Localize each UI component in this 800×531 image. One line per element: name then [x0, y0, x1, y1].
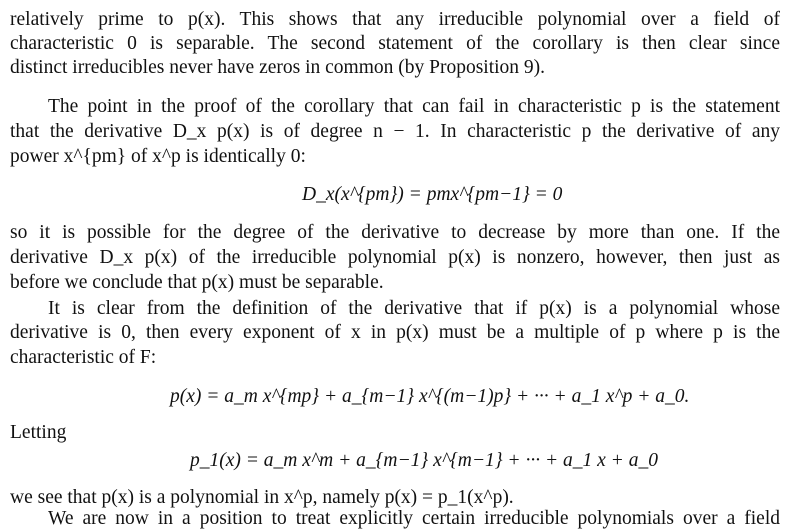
paragraph-5-line-1: Letting — [10, 422, 67, 443]
paragraph-1-line-2: characteristic 0 is separable. The second statement of the corollary is then clear since — [10, 33, 780, 54]
paragraph-2-line-3: power x^{pm} of x^p is identically 0: — [10, 146, 306, 167]
paragraph-4-line-2: derivative is 0, then every exponent of x in p(x) must be a multiple of p where p is the — [10, 322, 780, 343]
paragraph-1-line-3: distinct irreducibles never have zeros in common (by Proposition 9). — [10, 57, 546, 78]
paragraph-6-line-1: we see that p(x) is a polynomial in x^p, namely p(x) = p_1(x^p). — [10, 487, 514, 508]
paragraph-4-line-3: characteristic of F: — [10, 347, 157, 368]
paragraph-1-line-1: relatively prime to p(x). This shows that any irreducible polynomial over a field of — [10, 9, 780, 30]
paragraph-4-line-1: It is clear from the definition of the derivative that if p(x) is a polynomial whose — [48, 298, 780, 319]
equation-polynomial-p1: p_1(x) = a_m x^m + a_{m−1} x^{m−1} + ··· + a_1 x + a_0 — [190, 450, 658, 471]
paragraph-3-line-1: so it is possible for the degree of the derivative to decrease by more than one. If the — [10, 222, 780, 243]
paragraph-2-line-2: that the derivative D_x p(x) is of degree n − 1. In characteristic p the derivative of any — [10, 121, 780, 142]
paragraph-6-line-2: We are now in a position to treat explicitly certain irreducible polynomials over a field — [48, 508, 780, 529]
equation-polynomial-p: p(x) = a_m x^{mp} + a_{m−1} x^{(m−1)p} + ··· + a_1 x^p + a_0. — [170, 386, 690, 407]
paragraph-3-line-3: before we conclude that p(x) must be separable. — [10, 272, 384, 293]
equation-derivative-zero: D_x(x^{pm}) = pmx^{pm−1} = 0 — [302, 184, 563, 205]
paragraph-2-line-1: The point in the proof of the corollary that can fail in characteristic p is the statement — [48, 96, 780, 117]
paragraph-3-line-2: derivative D_x p(x) of the irreducible polynomial p(x) is nonzero, however, then just as — [10, 247, 780, 268]
